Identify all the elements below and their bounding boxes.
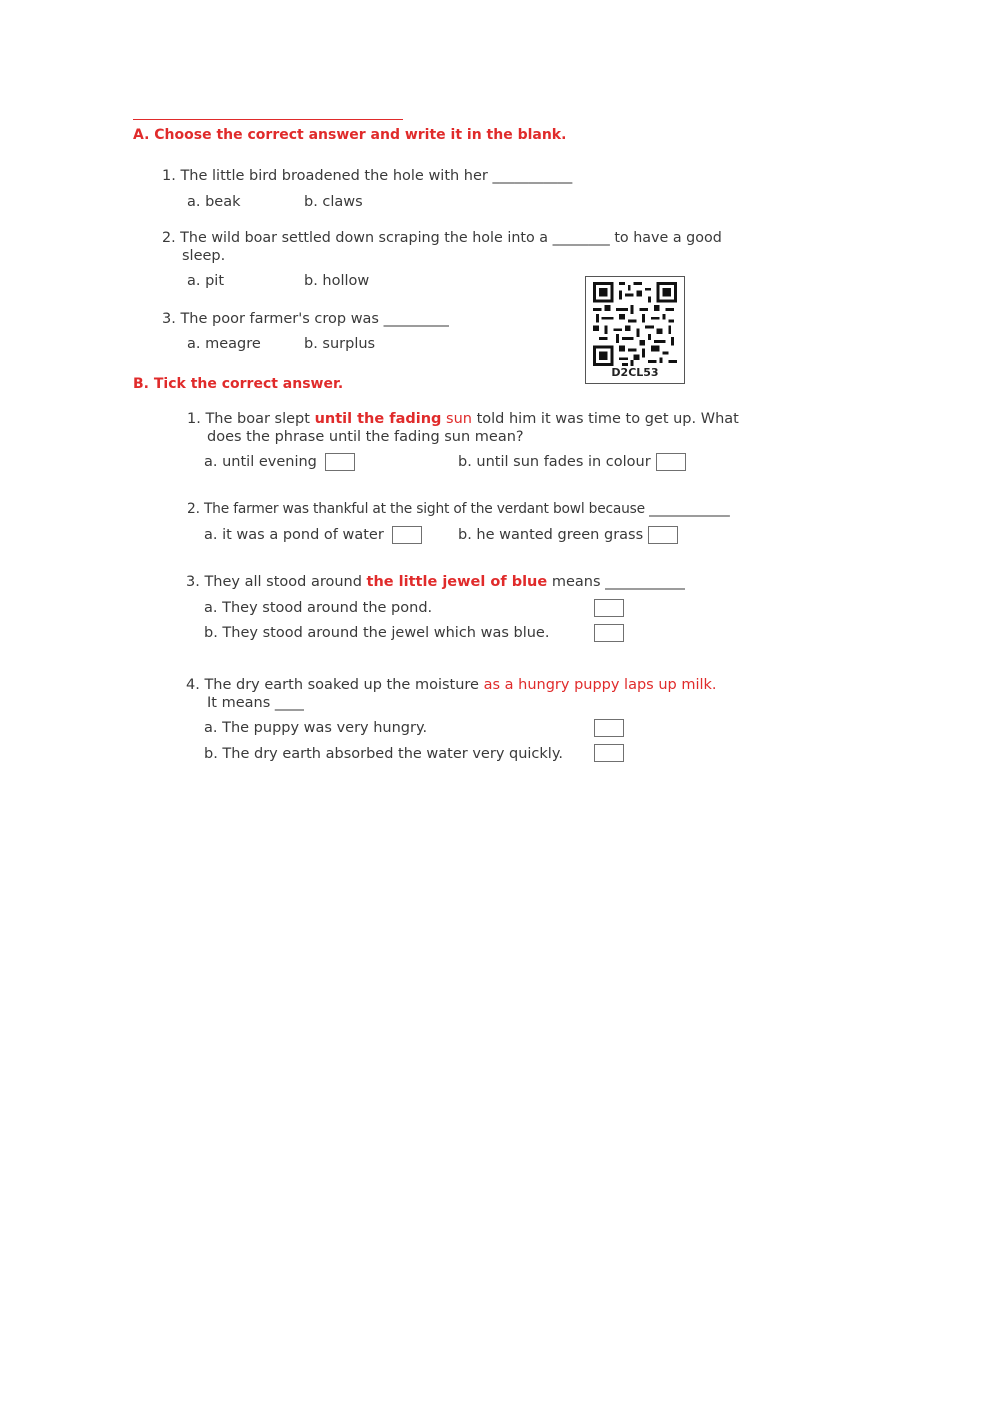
b-q2-option-a: a. it was a pond of water bbox=[204, 527, 384, 543]
header-rule bbox=[133, 119, 403, 120]
b-q1-pre: 1. The boar slept bbox=[187, 411, 315, 427]
section-a-heading: A. Choose the correct answer and write it in the blank. bbox=[133, 127, 567, 143]
b-q1-option-a: a. until evening bbox=[204, 454, 317, 470]
b-q3-highlight: the little jewel of blue bbox=[366, 574, 548, 590]
b-q3-text bbox=[186, 573, 685, 591]
b-q4-pre: 4. The dry earth soaked up the moisture bbox=[186, 677, 484, 693]
a-q1-option-a: a. beak bbox=[187, 194, 241, 210]
b-q4-option-a-checkbox[interactable] bbox=[594, 719, 624, 737]
b-q4-text bbox=[186, 676, 717, 694]
a-q1-text: 1. The little bird broadened the hole with her ___________ bbox=[162, 168, 573, 184]
b-q1-post: told him it was time to get up. What bbox=[471, 411, 739, 427]
b-q1-highlight: until the fading bbox=[314, 411, 442, 427]
b-q4-option-b-checkbox[interactable] bbox=[594, 744, 624, 762]
b-q3-option-a: a. They stood around the pond. bbox=[204, 600, 433, 616]
b-q2-text: 2. The farmer was thankful at the sight of the verdant bowl because ____________ bbox=[187, 501, 730, 517]
b-q4-option-a: a. The puppy was very hungry. bbox=[204, 720, 428, 736]
b-q1-text bbox=[187, 410, 739, 428]
b-q2-option-b-checkbox[interactable] bbox=[648, 526, 678, 544]
qr-code-label: D2CL53 bbox=[611, 366, 659, 379]
b-q3-option-a-checkbox[interactable] bbox=[594, 599, 624, 617]
a-q1-option-b: b. claws bbox=[304, 194, 363, 210]
a-q3-text: 3. The poor farmer's crop was _________ bbox=[162, 311, 449, 327]
b-q3-post: means ___________ bbox=[547, 574, 685, 590]
b-q3-option-b: b. They stood around the jewel which was blue. bbox=[204, 625, 550, 641]
b-q3-option-b-checkbox[interactable] bbox=[594, 624, 624, 642]
qr-code-icon bbox=[592, 282, 678, 366]
b-q1-highlight-sun: sun bbox=[441, 411, 472, 427]
section-b-heading: B. Tick the correct answer. bbox=[133, 376, 344, 392]
a-q2-text-line2: sleep. bbox=[182, 248, 226, 264]
b-q2-option-a-checkbox[interactable] bbox=[392, 526, 422, 544]
b-q3-pre: 3. They all stood around bbox=[186, 574, 367, 590]
b-q2-option-b: b. he wanted green grass bbox=[458, 527, 644, 543]
b-q1-option-a-checkbox[interactable] bbox=[325, 453, 355, 471]
b-q4-option-b: b. The dry earth absorbed the water very quickly. bbox=[204, 746, 563, 762]
b-q1-option-b: b. until sun fades in colour bbox=[458, 454, 651, 470]
a-q3-option-a: a. meagre bbox=[187, 336, 261, 352]
a-q2-text: 2. The wild boar settled down scraping the hole into a ________ to have a good bbox=[162, 230, 722, 246]
qr-code[interactable] bbox=[585, 276, 685, 384]
a-q3-option-b: b. surplus bbox=[304, 336, 376, 352]
a-q2-option-b: b. hollow bbox=[304, 273, 370, 289]
b-q4-text-line2: It means ____ bbox=[207, 695, 304, 711]
b-q1-option-b-checkbox[interactable] bbox=[656, 453, 686, 471]
b-q1-text-line2: does the phrase until the fading sun mean? bbox=[207, 429, 524, 445]
b-q4-highlight: as a hungry puppy laps up milk. bbox=[483, 677, 717, 693]
a-q2-option-a: a. pit bbox=[187, 273, 225, 289]
